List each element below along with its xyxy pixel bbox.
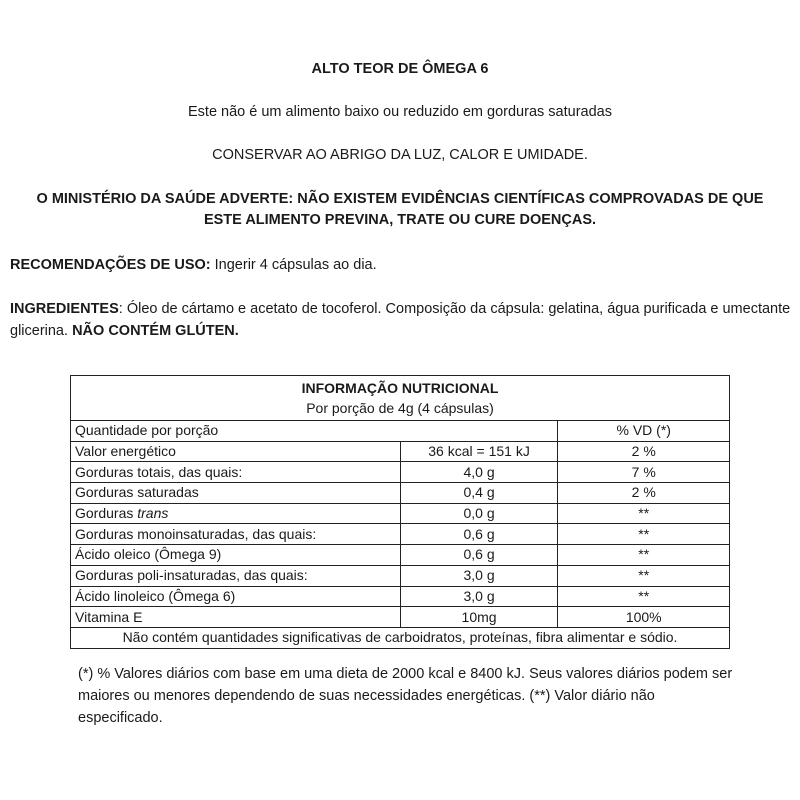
nutrient-amount: 0,6 g	[400, 545, 558, 566]
nutrition-header-row	[71, 376, 730, 421]
usage-label: RECOMENDAÇÕES DE USO:	[10, 257, 211, 273]
table-row	[71, 565, 730, 586]
nutrient-vd: 2 %	[558, 441, 730, 462]
nutrition-facts-table	[70, 375, 730, 649]
table-row	[71, 607, 730, 628]
table-row	[71, 503, 730, 524]
usage-text: Ingerir 4 cápsulas ao dia.	[210, 257, 377, 273]
nutrient-name: Gorduras poli-insaturadas, das quais:	[71, 565, 401, 586]
nutrient-name: Gorduras saturadas	[71, 483, 401, 504]
nutrient-name: Vitamina E	[71, 607, 401, 628]
column-header-portion: Quantidade por porção	[71, 421, 558, 442]
column-header-vd: % VD (*)	[558, 421, 730, 442]
nutrient-amount: 0,4 g	[400, 483, 558, 504]
nutrient-vd: **	[558, 524, 730, 545]
table-row	[71, 586, 730, 607]
nutrient-name-italic: trans	[137, 505, 169, 522]
nutrient-vd: **	[558, 503, 730, 524]
serving-size: Por porção de 4g (4 cápsulas)	[306, 400, 494, 416]
nutrient-amount: 3,0 g	[400, 565, 558, 586]
nutrition-title: INFORMAÇÃO NUTRICIONAL	[301, 380, 499, 396]
label-title: ALTO TEOR DE ÔMEGA 6	[311, 61, 489, 77]
nutrient-name: Ácido oleico (Ômega 9)	[71, 545, 401, 566]
health-ministry-warning: O MINISTÉRIO DA SAÚDE ADVERTE: NÃO EXISTEM EVIDÊNCIAS CIENTÍFICAS COMPROVADAS DE QUE ESTE ALIMENTO PREVINA, TRATE OU CURE DOENÇAS.	[36, 191, 764, 228]
nutrient-name: Gorduras monoinsaturadas, das quais:	[71, 524, 401, 545]
gluten-free-statement: NÃO CONTÉM GLÚTEN.	[72, 323, 239, 339]
table-footer-row	[71, 627, 730, 648]
usage-recommendation	[10, 257, 790, 273]
table-row	[71, 483, 730, 504]
nutrient-name: Gorduras totais, das quais:	[71, 462, 401, 483]
table-row	[71, 441, 730, 462]
daily-value-footnote: (*) % Valores diários com base em uma dieta de 2000 kcal e 8400 kJ. Seus valores diários podem ser maiores ou menores dependendo de suas necessidades energéticas. (**) Valor diário não especificado.	[78, 666, 733, 726]
nutrient-amount: 4,0 g	[400, 462, 558, 483]
nutrition-note: Não contém quantidades significativas de carboidratos, proteínas, fibra alimentar e sódio.	[71, 627, 730, 648]
nutrition-header-cell	[71, 376, 730, 421]
nutrient-amount: 3,0 g	[400, 586, 558, 607]
nutrient-amount: 36 kcal = 151 kJ	[400, 441, 558, 462]
table-row	[71, 462, 730, 483]
nutrient-amount: 10mg	[400, 607, 558, 628]
nutrient-vd: **	[558, 586, 730, 607]
nutrient-name: Valor energético	[71, 441, 401, 462]
nutrient-amount: 0,0 g	[400, 503, 558, 524]
saturated-fat-note: Este não é um alimento baixo ou reduzido em gorduras saturadas	[188, 104, 612, 120]
nutrient-vd: **	[558, 565, 730, 586]
ingredients-label: INGREDIENTES	[10, 301, 119, 317]
storage-instructions: CONSERVAR AO ABRIGO DA LUZ, CALOR E UMIDADE.	[212, 147, 588, 163]
column-header-row	[71, 421, 730, 442]
nutrient-name: Ácido linoleico (Ômega 6)	[71, 586, 401, 607]
ingredients-paragraph	[10, 298, 795, 342]
nutrient-vd: 100%	[558, 607, 730, 628]
nutrient-amount: 0,6 g	[400, 524, 558, 545]
nutrient-name	[71, 503, 401, 524]
nutrient-vd: 7 %	[558, 462, 730, 483]
nutrient-vd: **	[558, 545, 730, 566]
nutrient-vd: 2 %	[558, 483, 730, 504]
table-row	[71, 524, 730, 545]
table-row	[71, 545, 730, 566]
nutrient-name-prefix: Gorduras	[75, 505, 138, 522]
ingredients-text: : Óleo de cártamo e acetato de tocoferol. Composição da cápsula: gelatina, água purificada e umectante glicerina.	[10, 301, 791, 339]
